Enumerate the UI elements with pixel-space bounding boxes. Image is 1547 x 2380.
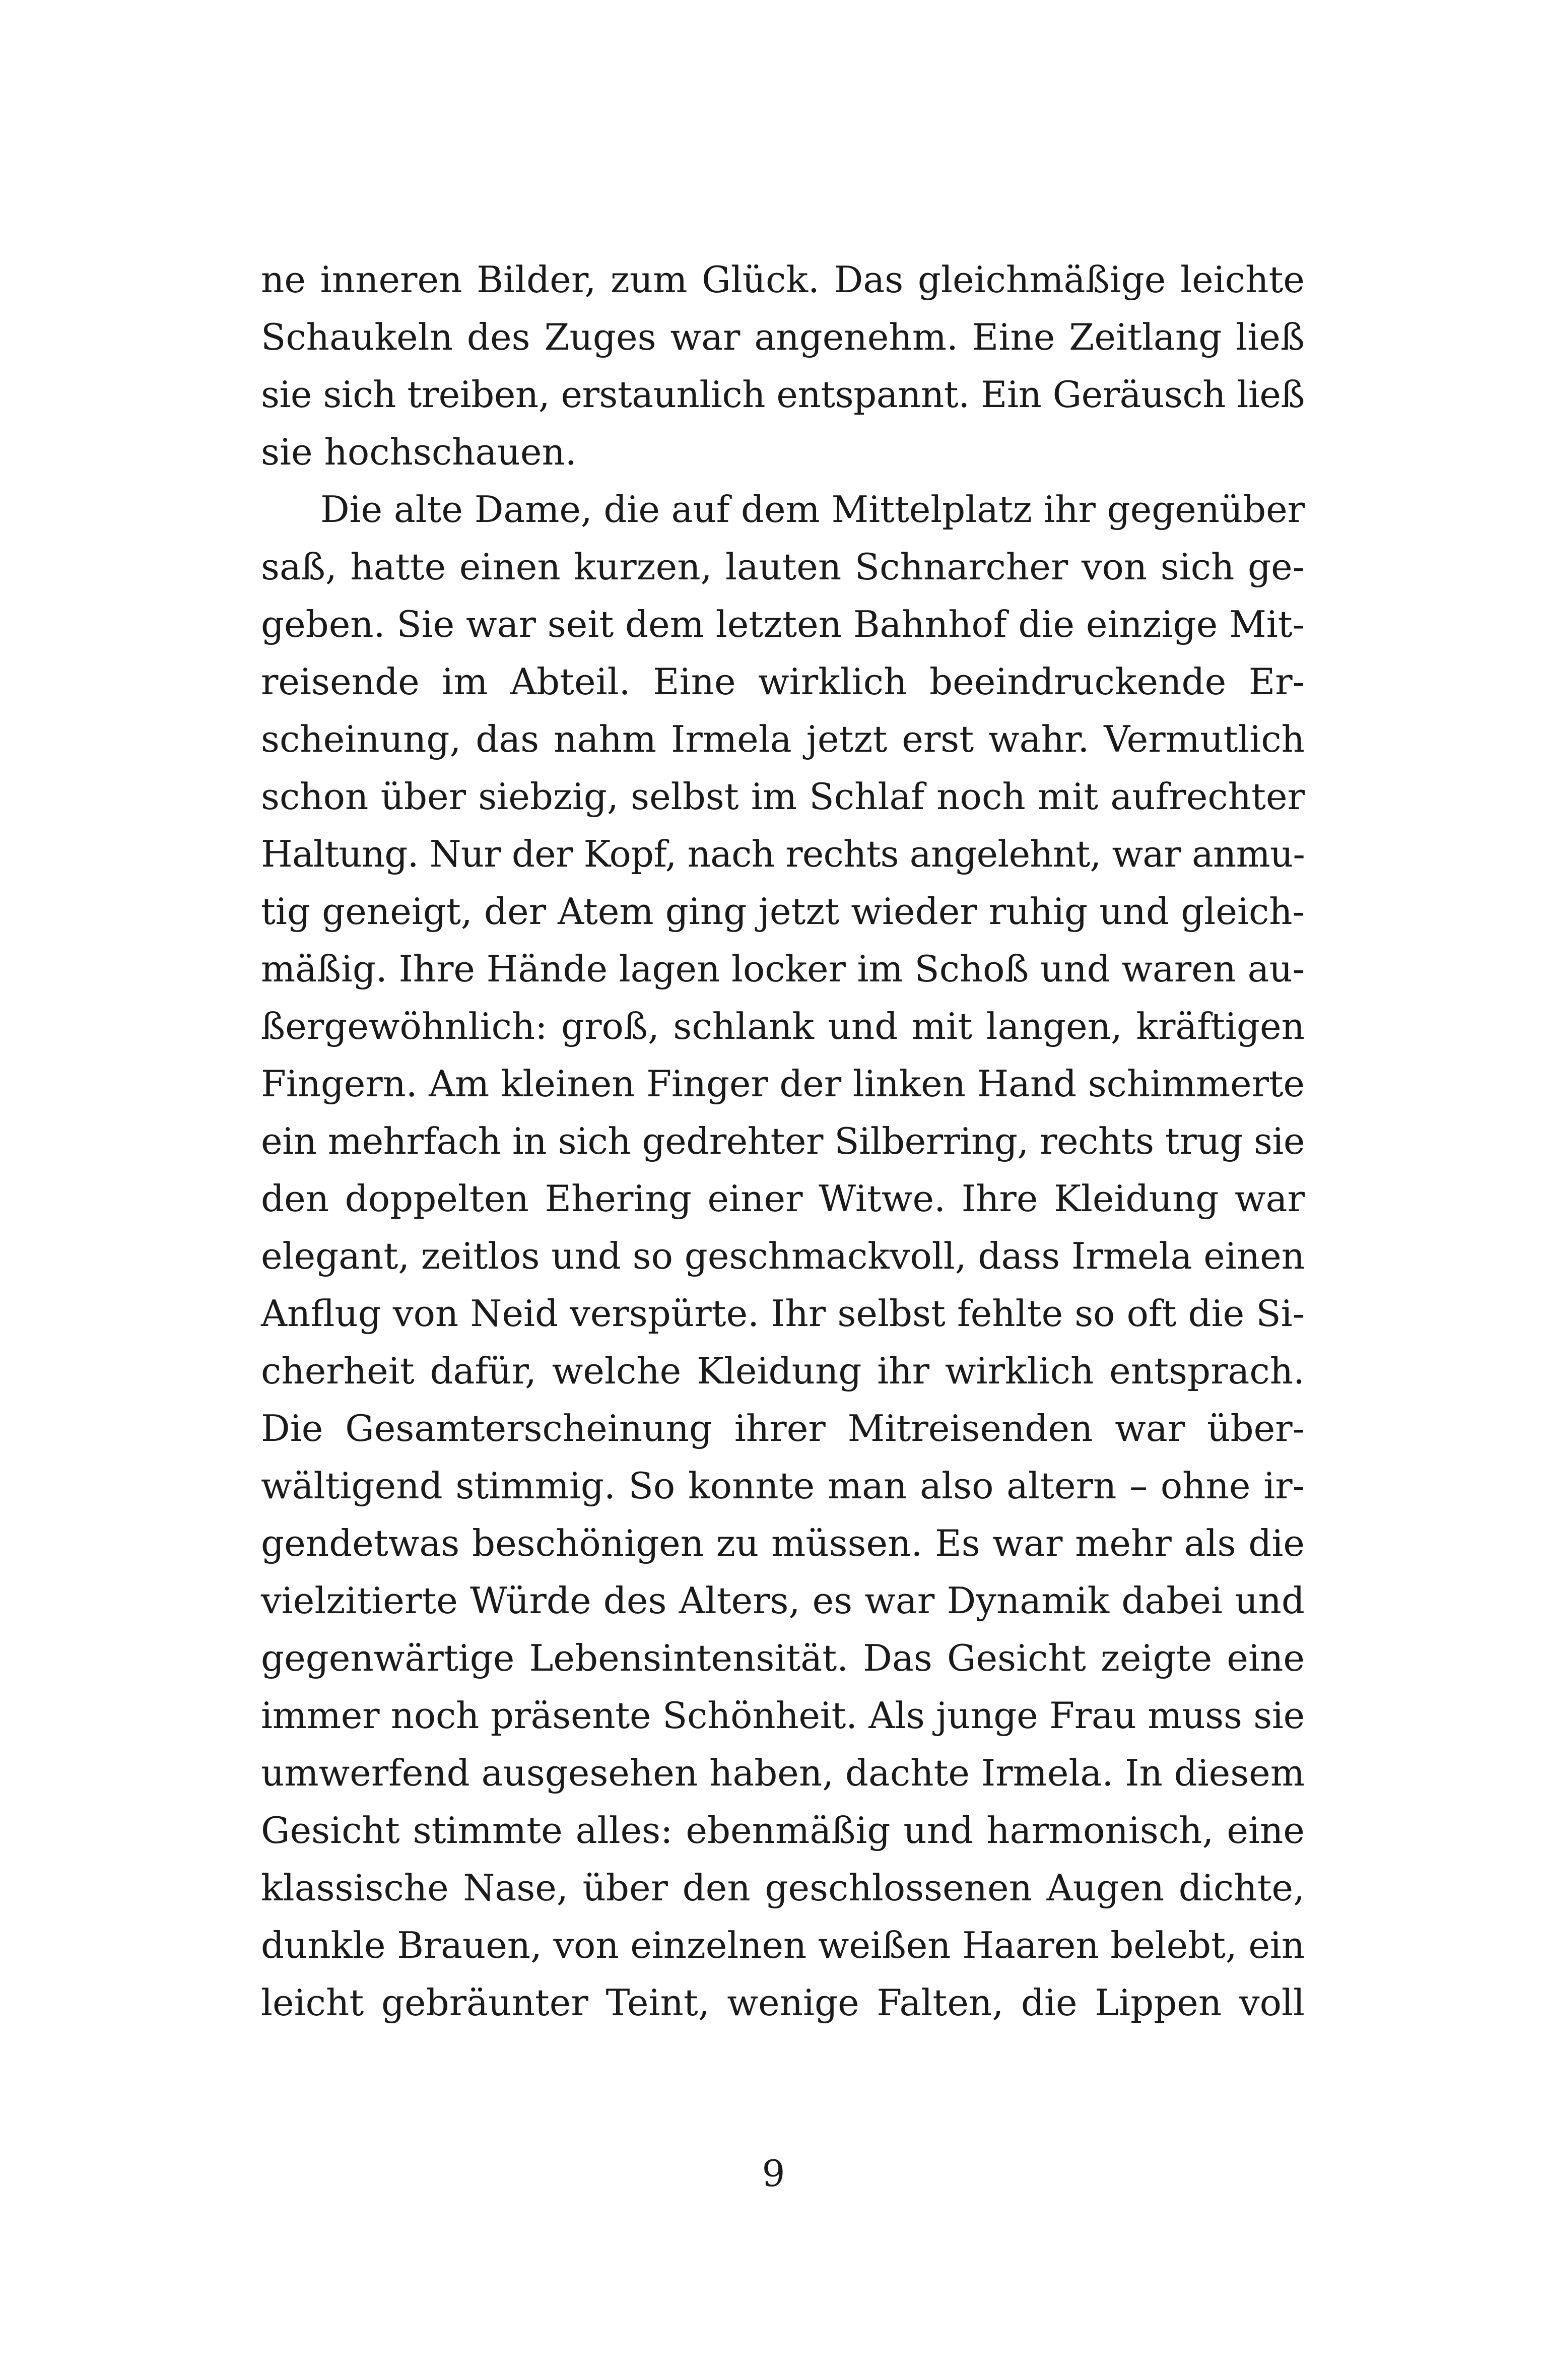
text-line: Die alte Dame, die auf dem Mittelplatz ihr gegenüber [320,488,1305,531]
text-line: Haltung. Nur der Kopf, nach rechts angelehnt, war anmu- [261,833,1305,875]
text-line: elegant, zeitlos und so geschmackvoll, dass Irmela einen [261,1235,1305,1277]
text-line: saß, hatte einen kurzen, lauten Schnarcher von sich ge- [261,546,1305,588]
text-line: Anflug von Neid verspürte. Ihr selbst fehlte so oft die Si- [261,1292,1305,1335]
page-number: 9 [762,2152,785,2195]
text-line: umwerfend ausgesehen haben, dachte Irmela. In diesem [261,1752,1305,1794]
text-line: schon über siebzig, selbst im Schlaf noch mit aufrechter [261,775,1305,818]
text-line: gegenwärtige Lebensintensität. Das Gesicht zeigte eine [261,1637,1305,1679]
text-line: den doppelten Ehering einer Witwe. Ihre Kleidung war [261,1177,1305,1220]
text-line: immer noch präsente Schönheit. Als junge Frau muss sie [261,1694,1305,1737]
text-line: Gesicht stimmte alles: ebenmäßig und harmonisch, eine [261,1809,1305,1852]
text-line: vielzitierte Würde des Alters, es war Dynamik dabei und [261,1579,1305,1622]
text-line: ne inneren Bilder, zum Glück. Das gleichmäßige leichte [261,258,1305,301]
text-line: Fingern. Am kleinen Finger der linken Hand schimmerte [261,1063,1305,1105]
text-line: reisende im Abteil. Eine wirklich beeindruckende Er- [261,660,1305,703]
text-line: ßergewöhnlich: groß, schlank und mit langen, kräftigen [261,1005,1305,1047]
text-line: dunkle Brauen, von einzelnen weißen Haaren belebt, ein [261,1924,1305,1966]
text-line: geben. Sie war seit dem letzten Bahnhof die einzige Mit- [261,603,1305,645]
text-line: gendetwas beschönigen zu müssen. Es war mehr als die [261,1522,1305,1564]
text-line: Schaukeln des Zuges war angenehm. Eine Zeitlang ließ [261,316,1305,358]
text-line: mäßig. Ihre Hände lagen locker im Schoß und waren au- [261,948,1305,990]
text-line: cherheit dafür, welche Kleidung ihr wirklich entsprach. [261,1350,1305,1392]
text-line: sie sich treiben, erstaunlich entspannt. Ein Geräusch ließ [261,373,1305,416]
text-line: tig geneigt, der Atem ging jetzt wieder ruhig und gleich- [261,890,1305,933]
text-line: ein mehrfach in sich gedrehter Silberring, rechts trug sie [261,1120,1305,1162]
text-line: leicht gebräunter Teint, wenige Falten, die Lippen voll [261,1981,1305,2024]
text-line: wältigend stimmig. So konnte man also altern – ohne ir- [261,1465,1305,1507]
text-line: sie hochschauen. [261,431,577,473]
text-line: scheinung, das nahm Irmela jetzt erst wahr. Vermutlich [261,718,1305,760]
body-text [261,251,1305,2031]
text-line: Die Gesamterscheinung ihrer Mitreisenden war über- [261,1407,1305,1449]
text-line: klassische Nase, über den geschlossenen Augen dichte, [261,1867,1305,1909]
